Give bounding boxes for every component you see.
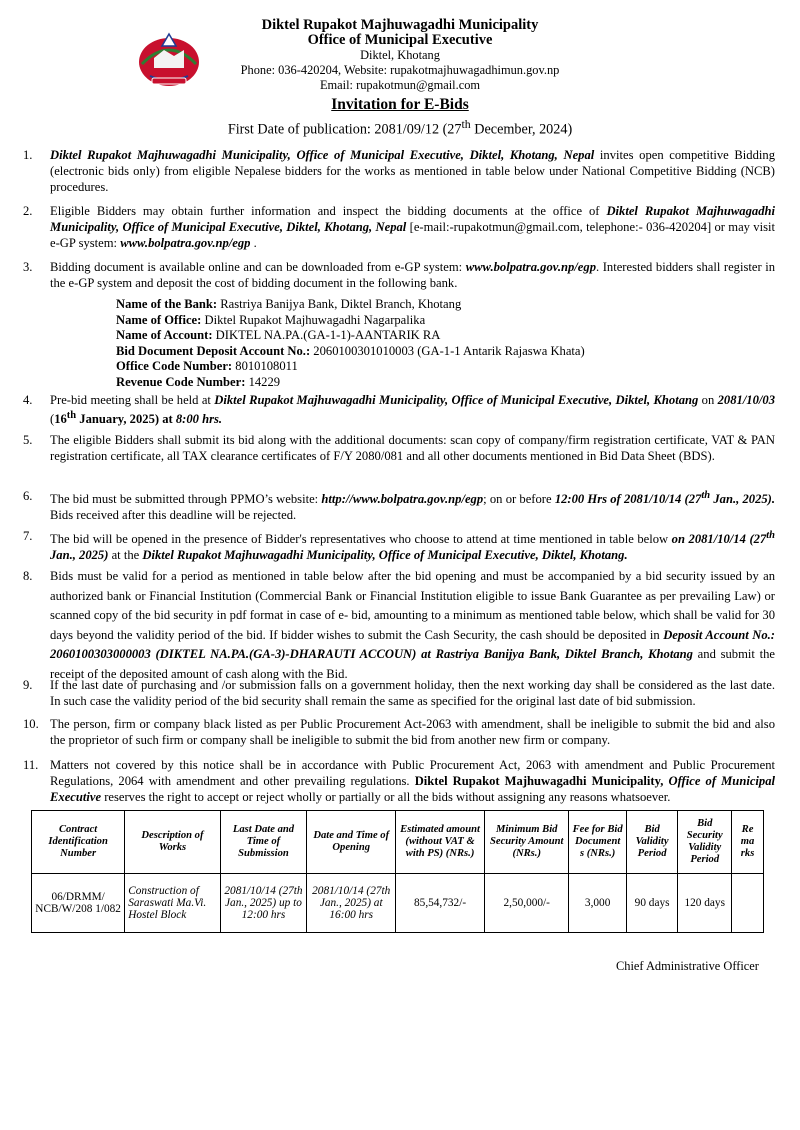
table-cell: 2081/10/14 (27th Jan., 2025) at 16:00 hrs (307, 874, 396, 933)
bank-name: Name of the Bank: Rastriya Banijya Bank, Diktel Branch, Khotang (116, 297, 462, 311)
table-header: Fee for Bid Document s (NRs.) (569, 811, 626, 874)
table-cell: 2,50,000/- (484, 874, 568, 933)
table-header: Date and Time of Opening (307, 811, 396, 874)
letterhead (0, 18, 800, 93)
table-cell: 3,000 (569, 874, 626, 933)
revenue-code: Revenue Code Number: 14229 (116, 374, 281, 389)
table-header: Contract Identification Number (32, 811, 125, 874)
table-cell: Construction of Saraswati Ma.Vi. Hostel Block (125, 874, 220, 933)
table-cell: 90 days (626, 874, 678, 933)
table-cell: 120 days (678, 874, 732, 933)
clause-3: 3. Bidding document is available online and can be downloaded from e-GP system: www.bolpatra.gov.np/egp. Interested bidders shall register in the e-GP system and deposit the cost of bidding document in the following bank. (23, 260, 775, 290)
table-header: Re ma rks (732, 811, 764, 874)
clause-9: 9. If the last date of purchasing and /or submission falls on a government holiday, then the next working day shall be considered as the last date. In such case the validity period of the bid security shall remain the same as specified for the original last date of bid submission. (23, 678, 775, 708)
table-cell (732, 874, 764, 933)
clause-11: 11. Matters not covered by this notice shall be in accordance with Public Procurement Act, 2063 with amendment and Public Procurement Regulations, 2064 with amendment and other prevailing regulations. Diktel Rupakot Majhuwagadhi Municipality, Office of Municipal Executive reserves the right to accept or reject wholly or partially or all the bids without assigning any reasons whatsoever. (23, 758, 775, 804)
office-name-bank: Name of Office: Diktel Rupakot Majhuwagadhi Nagarpalika (116, 312, 426, 327)
bids-table (31, 810, 764, 933)
table-cell: 06/DRMM/ NCB/W/208 1/082 (32, 874, 125, 933)
address: Diktel, Khotang (360, 48, 440, 62)
clause-6: 6. The bid must be submitted through PPMO’s website: http://www.bolpatra.gov.np/egp; on or before 12:00 Hrs of 2081/10/14 (27th Jan., 2025). Bids received after this deadline will be rejected. (23, 489, 776, 523)
clause-2: 2. Eligible Bidders may obtain further information and inspect the bidding documents at the office of Diktel Rupakot Majhuwagadhi Municipality, Office of Municipal Executive, Diktel, Khotang, Nepal [e-mail:-rupakotmun@gmail.com, telephone:- 036-420204] or may visit e-GP system: www.bolpatra.gov.np/egp . (23, 204, 775, 250)
table-header: Description of Works (125, 811, 220, 874)
account-name: Name of Account: DIKTEL NA.PA.(GA-1-1)-AANTARIK RA (116, 328, 441, 343)
table-row (32, 874, 764, 933)
clause-8: 8. Bids must be valid for a period as mentioned in table below after the bid opening and must be accompanied by a bid security issued by an authorized bank or Financial Institution (Commercial Bank or Financial Institution eligible to issue Bank Guarantee as per prevailing Law) or scanned copy of the bid security in pdf format in case of e- bid, amounting to a minimum as mentioned table below, which shall be valid for 30 days beyond the validity period of the bid. If bidder wishes to submit the Cash Security, the cash should be deposited in Deposit Account No.: 2060100303000003 (DIKTEL NA.PA.(GA-3)-DHARAUTI ACCOUN) at Rastriya Banijya Bank, Diktel Branch, Khotang and submit the receipt of the deposited amount of cash along with the Bid. (23, 569, 775, 681)
contact-line: Phone: 036-420204, Website: rupakotmajhuwagadhimun.gov.np (240, 63, 560, 77)
table-header: Bid Security Validity Period (678, 811, 732, 874)
table-cell: 85,54,732/- (396, 874, 485, 933)
table-header: Estimated amount (without VAT & with PS) (NRs.) (396, 811, 485, 874)
clause-5: 5. The eligible Bidders shall submit its bid along with the additional documents: scan copy of company/firm registration certificate, VAT & PAN registration certificate, all TAX clearance certificates of F/Y 2080/081 and all other documents mentioned in Bid Data Sheet (BDS). (23, 433, 775, 463)
table-header: Bid Validity Period (626, 811, 678, 874)
table-header: Minimum Bid Security Amount (NRs.) (484, 811, 568, 874)
office-code: Office Code Number: 8010108011 (116, 359, 298, 374)
clause-7: 7. The bid will be opened in the presence of Bidder's representatives who choose to attend at time mentioned in table below on 2081/10/14 (27th Jan., 2025) at the Diktel Rupakot Majhuwagadhi Municipality, Office of Municipal Executive, Diktel, Khotang. (23, 529, 775, 563)
table-cell: 2081/10/14 (27th Jan., 2025) up to 12:00 hrs (220, 874, 307, 933)
municipality-name: Diktel Rupakot Majhuwagadhi Municipality (261, 17, 539, 33)
email-line: Email: rupakotmun@gmail.com (319, 78, 481, 92)
page-title: Invitation for E-Bids (331, 96, 469, 113)
clause-1: 1. Diktel Rupakot Majhuwagadhi Municipality, Office of Municipal Executive, Diktel, Khotang, Nepal invites open competitive Bidding (electronic bids only) from eligible Nepalese bidders for the works as mentioned in table below under National Competitive Bidding (NCB) procedures. (23, 148, 775, 194)
publication-date: First Date of publication: 2081/09/12 (27th December, 2024) (227, 117, 573, 138)
deposit-account: Bid Document Deposit Account No.: 2060100301010003 (GA-1-1 Antarik Rajaswa Khata) (116, 343, 585, 358)
clause-4: 4. Pre-bid meeting shall be held at Diktel Rupakot Majhuwagadhi Municipality, Office of Municipal Executive, Diktel, Khotang on 2081/10/03 (16th January, 2025) at 8:00 hrs. (23, 393, 775, 427)
clause-10: 10. The person, firm or company black listed as per Public Procurement Act-2063 with amendment, shall be ineligible to submit the bid and also the proprietor of such firm or company shall be ineligible to submit the bid from another new firm or company. (23, 717, 775, 747)
office-name: Office of Municipal Executive (307, 32, 493, 48)
signature-title: Chief Administrative Officer (616, 959, 759, 973)
bank-details (116, 297, 585, 391)
table-header: Last Date and Time of Submission (220, 811, 307, 874)
table-header-row (32, 811, 764, 874)
